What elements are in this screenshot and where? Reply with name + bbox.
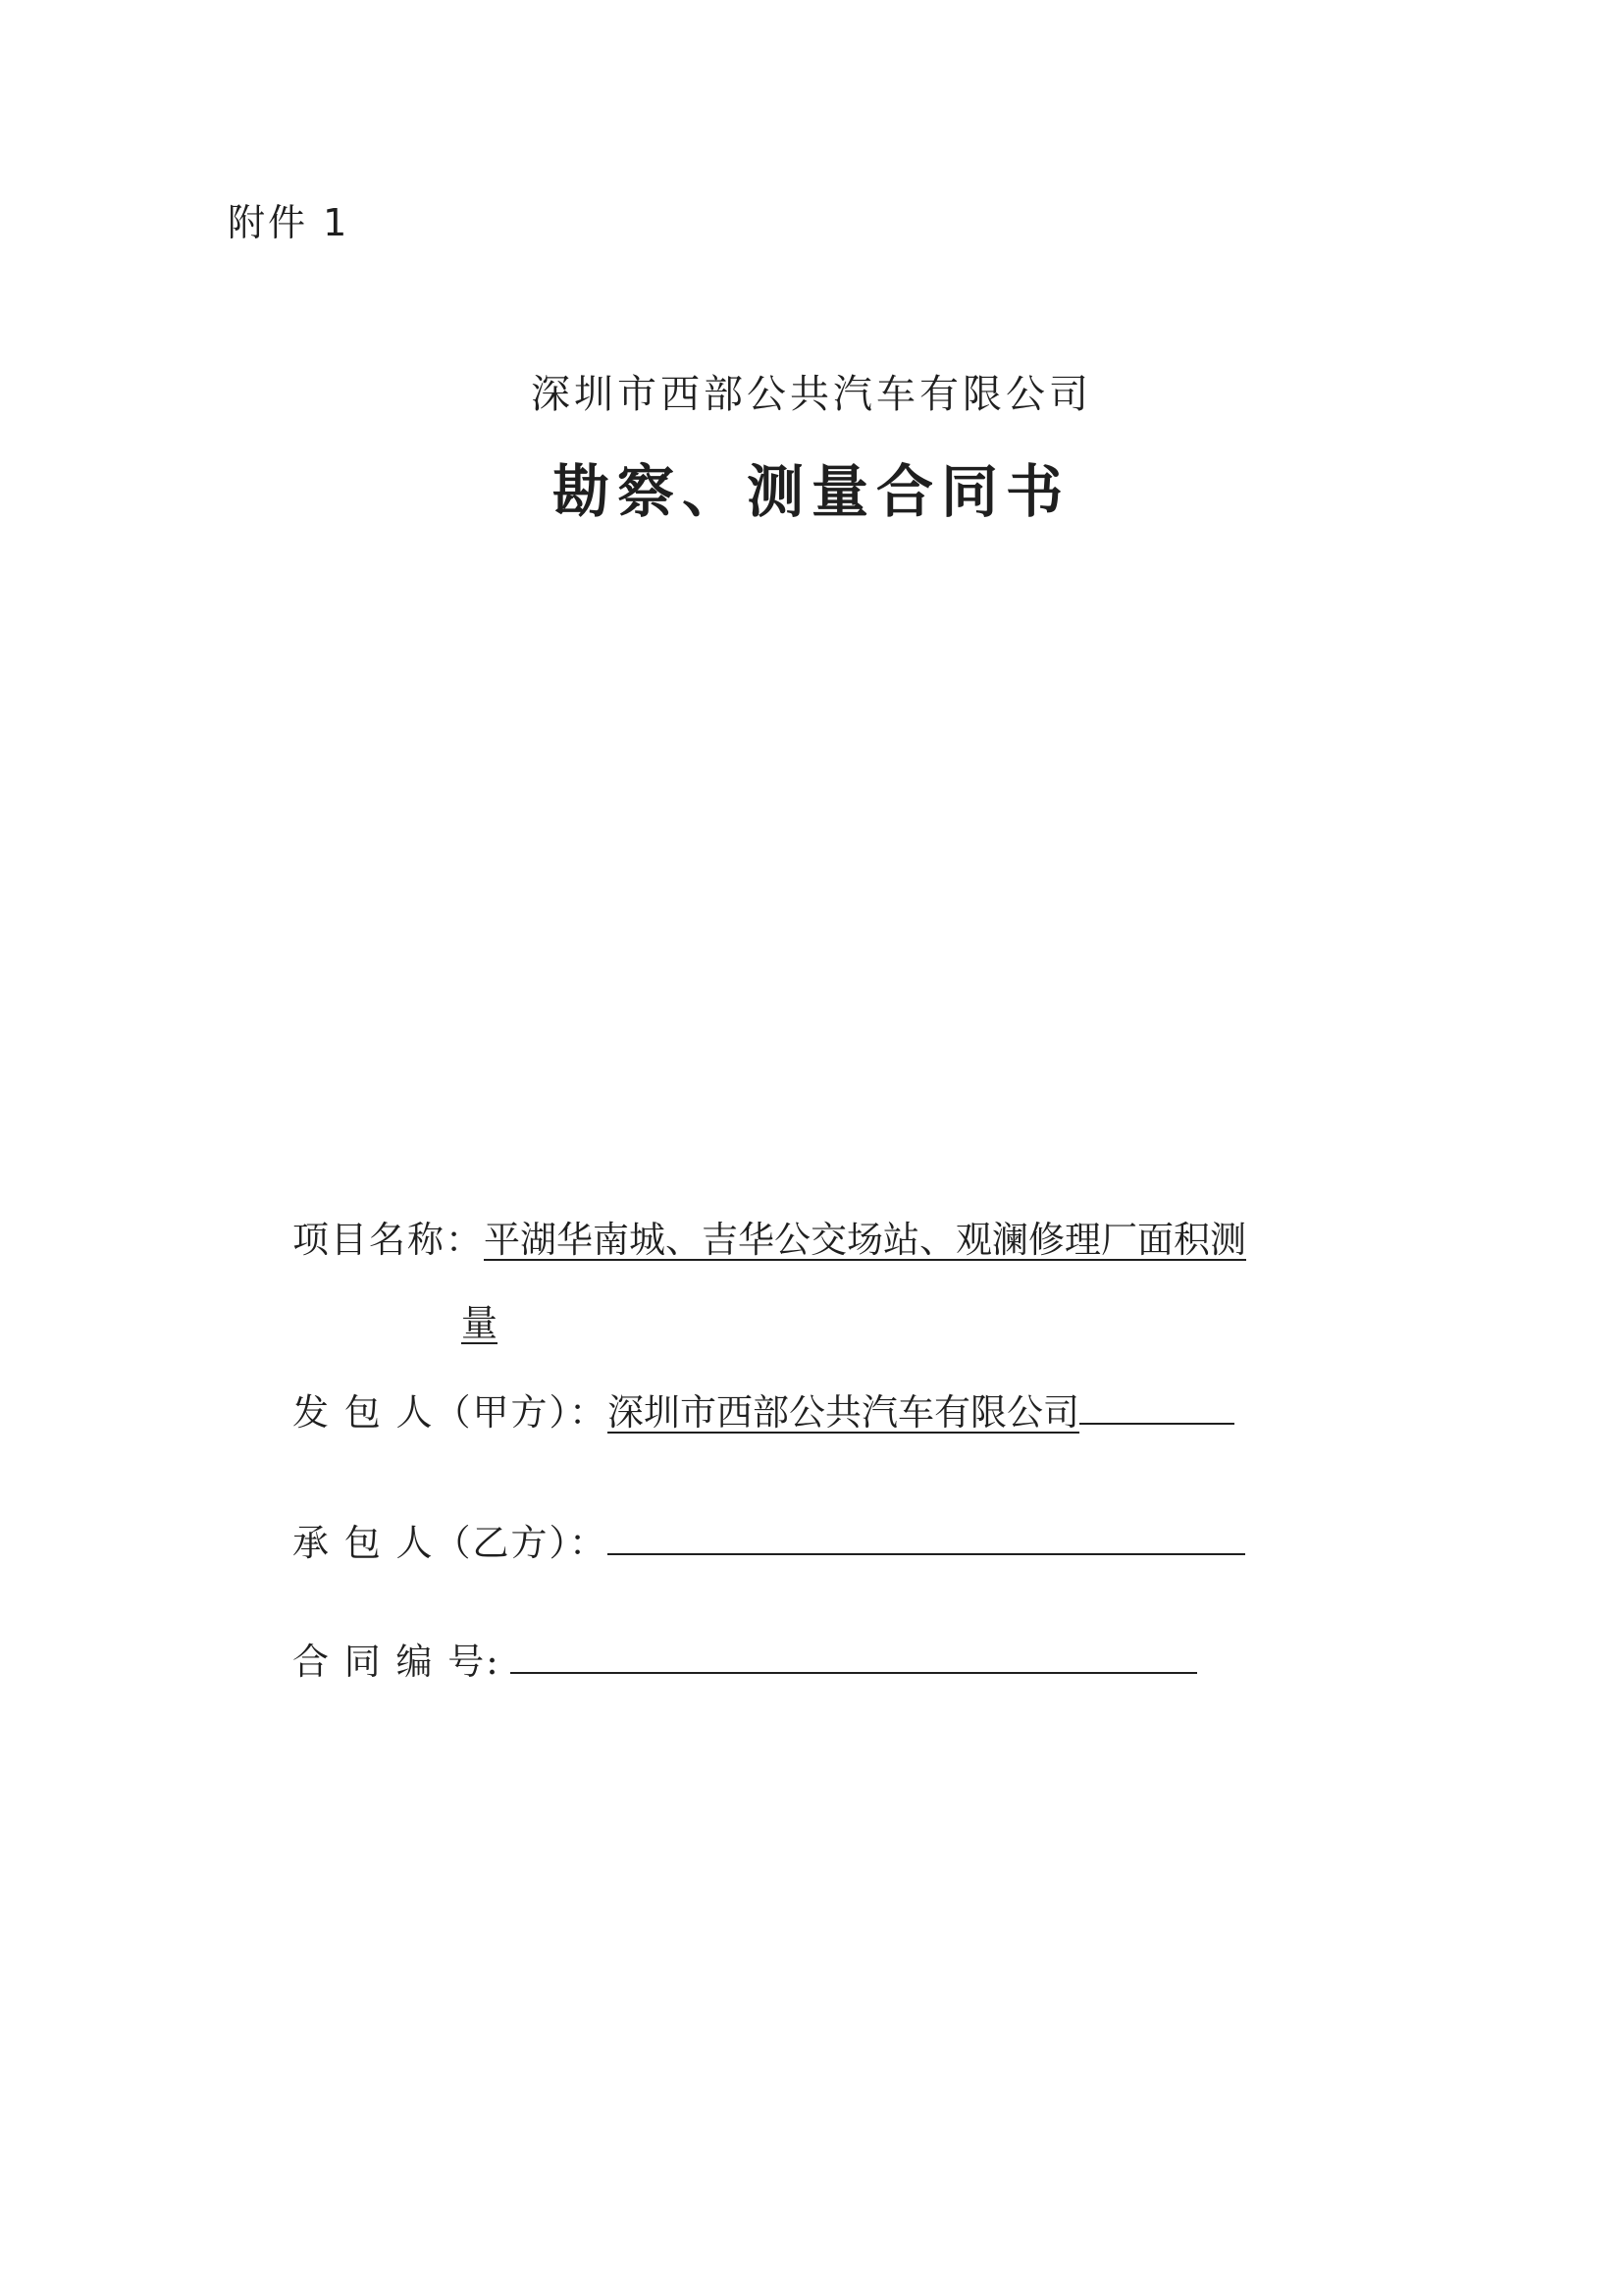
field-contract-number [292,1635,1197,1685]
contractor-label: 承 包 人（乙方）： [292,1522,608,1564]
employer-value: 深圳市西部公共汽车有限公司 [607,1391,1080,1434]
field-project-name [292,1218,1246,1263]
contract-number-value-line [510,1635,1197,1674]
field-employer [292,1385,1234,1435]
employer-blank-line [1079,1385,1234,1425]
project-name-value: 平湖华南城、吉华公交场站、观澜修理厂面积测 [484,1219,1246,1261]
attachment-label: 附件 1 [228,201,350,244]
contractor-value-line [607,1516,1245,1555]
project-name-value-continued: 量 [461,1302,497,1344]
field-contractor [292,1516,1245,1566]
company-title: 深圳市西部公共汽车有限公司 [531,372,1092,417]
employer-label: 发 包 人（甲方）： [292,1391,608,1434]
document-title: 勘察、测量合同书 [551,458,1071,525]
project-name-label: 项目名称： [292,1219,484,1261]
contract-number-label: 合 同 编 号: [292,1641,500,1683]
